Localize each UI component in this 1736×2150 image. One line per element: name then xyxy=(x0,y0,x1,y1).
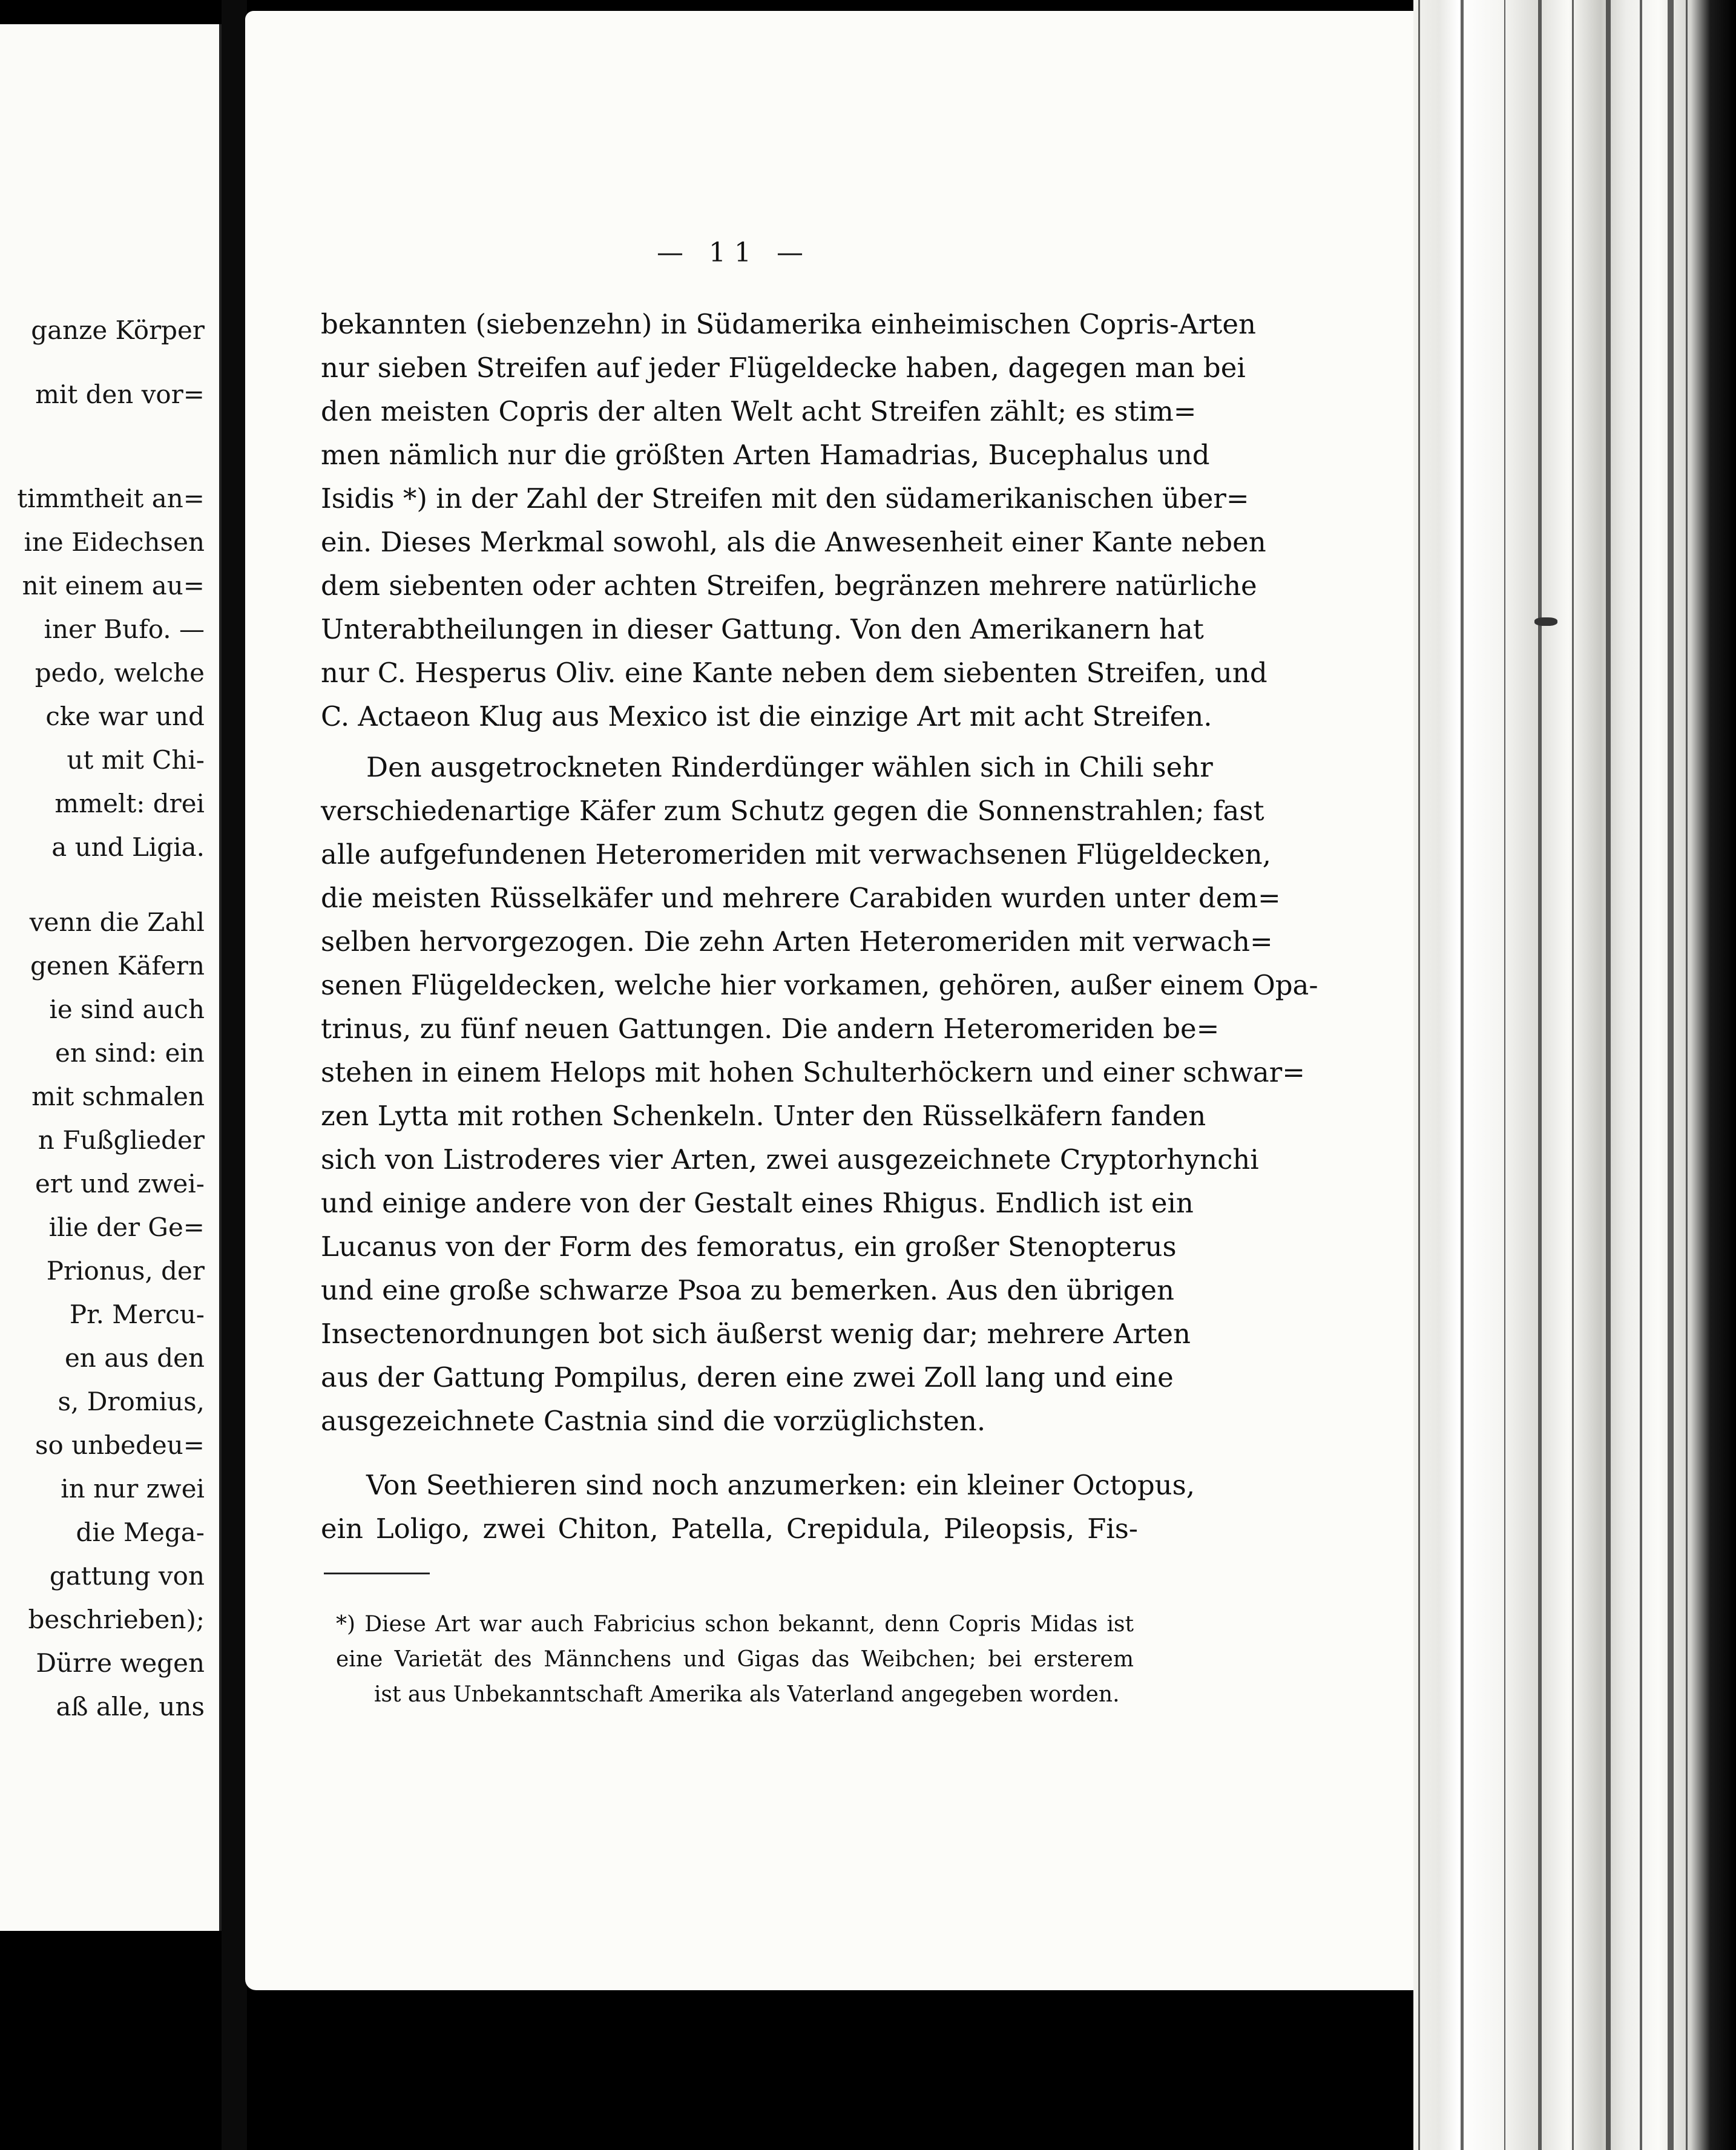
left-page-line: ert und zwei- xyxy=(35,1169,205,1198)
body-line: und eine große schwarze Psoa zu bemerken. Aus den übrigen xyxy=(321,1274,1175,1306)
left-page-line: a und Ligia. xyxy=(51,832,205,862)
body-line: zen Lytta mit rothen Schenkeln. Unter den Rüsselkäfern fanden xyxy=(321,1100,1206,1132)
body-line: men nämlich nur die größten Arten Hamadrias, Bucephalus und xyxy=(321,439,1210,471)
left-page-line: Pr. Mercu- xyxy=(69,1300,205,1329)
page-edge-line xyxy=(1572,0,1574,2150)
body-line: und einige andere von der Gestalt eines Rhigus. Endlich ist ein xyxy=(321,1187,1194,1219)
body-line: bekannten (siebenzehn) in Südamerika einheimischen Copris-Arten xyxy=(321,308,1256,340)
left-page-line: nit einem au= xyxy=(22,571,205,600)
left-page-line: so unbedeu= xyxy=(35,1430,205,1460)
book-gutter xyxy=(222,0,247,2150)
page-edge-line xyxy=(1538,0,1542,2150)
left-page-line: gattung von xyxy=(49,1561,205,1591)
left-page-line: en sind: ein xyxy=(54,1038,205,1068)
body-line: Lucanus von der Form des femoratus, ein großer Stenopterus xyxy=(321,1231,1177,1263)
left-page-line: beschrieben); xyxy=(28,1605,205,1634)
body-line: selben hervorgezogen. Die zehn Arten Heteromeriden mit verwach= xyxy=(321,925,1273,958)
body-line: nur sieben Streifen auf jeder Flügeldecke haben, dagegen man bei xyxy=(321,352,1246,384)
left-page-line: mmelt: drei xyxy=(54,789,205,818)
footnote-line: eine Varietät des Männchens und Gigas das Weibchen; bei ersterem xyxy=(336,1647,1134,1672)
body-line: sich von Listroderes vier Arten, zwei ausgezeichnete Cryptorhynchi xyxy=(321,1143,1259,1175)
left-page-line: iner Bufo. — xyxy=(44,614,205,644)
left-page-line: ut mit Chi- xyxy=(67,745,205,775)
body-line: senen Flügeldecken, welche hier vorkamen, gehören, außer einem Opa- xyxy=(321,969,1318,1001)
page-edge-line xyxy=(1461,0,1464,2150)
left-page-line: timmtheit an= xyxy=(17,484,205,513)
body-line: Insectenordnungen bot sich äußerst wenig dar; mehrere Arten xyxy=(321,1318,1191,1350)
left-page-line: die Mega- xyxy=(76,1517,205,1547)
left-page-line: ilie der Ge= xyxy=(48,1212,205,1242)
body-line: ein Loligo, zwei Chiton, Patella, Crepidula, Pileopsis, Fis- xyxy=(321,1513,1138,1545)
page-number: — 11 — xyxy=(657,237,812,268)
left-page-line: aß alle, uns xyxy=(56,1692,205,1721)
body-line: dem siebenten oder achten Streifen, begränzen mehrere natürliche xyxy=(321,570,1257,602)
left-page-line: pedo, welche xyxy=(35,658,205,688)
left-page-line: Prionus, der xyxy=(46,1256,205,1286)
left-page-line: en aus den xyxy=(64,1343,205,1373)
left-page-line: cke war und xyxy=(45,702,205,731)
left-page-line: ganze Körper xyxy=(31,315,205,345)
footnote-line: ist aus Unbekanntschaft Amerika als Vaterland angegeben worden. xyxy=(374,1682,1120,1707)
body-line: nur C. Hesperus Oliv. eine Kante neben dem siebenten Streifen, und xyxy=(321,657,1267,689)
body-line: aus der Gattung Pompilus, deren eine zwei Zoll lang und eine xyxy=(321,1361,1174,1393)
body-line: den meisten Copris der alten Welt acht Streifen zählt; es stim= xyxy=(321,395,1197,427)
body-line: C. Actaeon Klug aus Mexico ist die einzige Art mit acht Streifen. xyxy=(321,700,1212,732)
left-page-line: in nur zwei xyxy=(61,1474,205,1504)
left-page-line: s, Dromius, xyxy=(58,1387,205,1416)
body-line: Von Seethieren sind noch anzumerken: ein kleiner Octopus, xyxy=(366,1469,1195,1501)
page-edge-line xyxy=(1640,0,1642,2150)
page-edge-line xyxy=(1606,0,1611,2150)
body-line: trinus, zu fünf neuen Gattungen. Die andern Heteromeriden be= xyxy=(321,1013,1220,1045)
page-edge-line xyxy=(1418,0,1420,2150)
left-page-line: venn die Zahl xyxy=(29,907,205,937)
body-line: Isidis *) in der Zahl der Streifen mit den südamerikanischen über= xyxy=(321,482,1249,514)
left-page-line: mit schmalen xyxy=(31,1082,205,1111)
footnote-line: *) Diese Art war auch Fabricius schon bekannt, denn Copris Midas ist xyxy=(336,1612,1134,1637)
page-edge-line xyxy=(1668,0,1674,2150)
left-page-line: Dürre wegen xyxy=(36,1648,205,1678)
body-line: Unterabtheilungen in dieser Gattung. Von den Amerikanern hat xyxy=(321,613,1204,645)
left-page-line: mit den vor= xyxy=(35,380,205,409)
ink-mark xyxy=(1534,617,1557,626)
footnote-rule xyxy=(324,1573,430,1574)
left-page-line: genen Käfern xyxy=(30,951,205,981)
left-page-line: ie sind auch xyxy=(49,994,205,1024)
body-line: Den ausgetrockneten Rinderdünger wählen sich in Chili sehr xyxy=(366,751,1213,783)
page-edge-line xyxy=(1504,0,1505,2150)
body-line: alle aufgefundenen Heteromeriden mit verwachsenen Flügeldecken, xyxy=(321,838,1271,870)
left-page-line: ine Eidechsen xyxy=(24,527,205,557)
body-line: stehen in einem Helops mit hohen Schulterhöckern und einer schwar= xyxy=(321,1056,1305,1088)
body-line: die meisten Rüsselkäfer und mehrere Carabiden wurden unter dem= xyxy=(321,882,1281,914)
page-edges xyxy=(1413,0,1736,2150)
body-line: ausgezeichnete Castnia sind die vorzüglichsten. xyxy=(321,1405,986,1437)
left-page xyxy=(0,24,222,1931)
page-edge-line xyxy=(1686,0,1688,2150)
left-page-line: n Fußglieder xyxy=(38,1125,205,1155)
body-line: verschiedenartige Käfer zum Schutz gegen die Sonnenstrahlen; fast xyxy=(321,795,1264,827)
body-line: ein. Dieses Merkmal sowohl, als die Anwesenheit einer Kante neben xyxy=(321,526,1266,558)
